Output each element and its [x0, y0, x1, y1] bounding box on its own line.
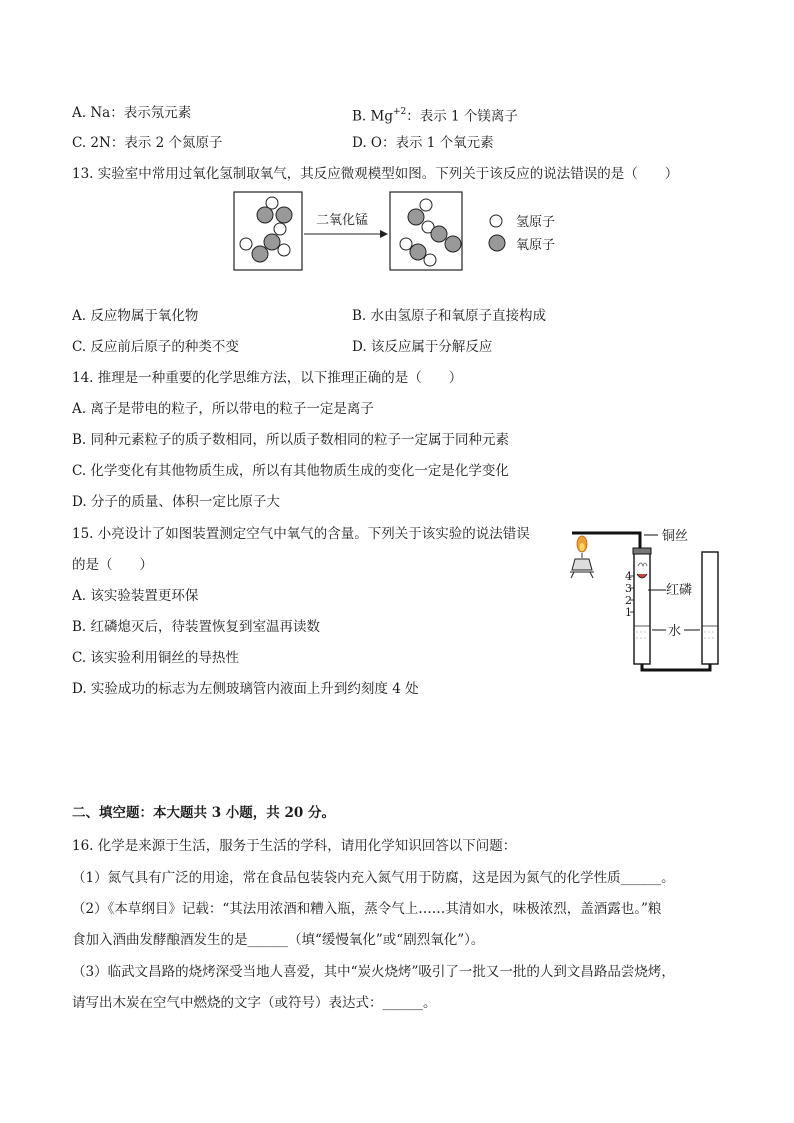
q15-stem-line1: 15. 小亮设计了如图装置测定空气中氧气的含量。下列关于该实验的说法错误	[72, 526, 530, 542]
q13-option-b: B. 水由氢原子和氧原子直接构成	[352, 308, 547, 324]
right-glass-tube	[702, 552, 718, 664]
section2-heading: 二、填空题：本大题共 3 小题，共 20 分。	[72, 805, 335, 821]
arrow-head-icon	[380, 230, 388, 238]
alcohol-lamp-icon	[572, 559, 592, 570]
water-label: 水	[668, 624, 682, 639]
oxygen-atom	[276, 207, 292, 223]
left-glass-tube	[634, 552, 650, 664]
oxygen-atom	[257, 207, 273, 223]
legend-hydrogen-label: 氢原子	[516, 215, 556, 230]
q12-option-b-prefix: B. Mg	[352, 108, 393, 125]
hydrogen-atom	[278, 244, 290, 256]
q14-stem: 14. 推理是一种重要的化学思维方法，以下推理正确的是（ ）	[72, 370, 463, 386]
oxygen-atom	[431, 226, 447, 242]
oxygen-atom	[410, 244, 426, 260]
q14-option-d: D. 分子的质量、体积一定比原子大	[72, 494, 280, 510]
q12-option-d: D. O：表示 1 个氧元素	[352, 135, 494, 151]
q13-option-a: A. 反应物属于氧化物	[72, 308, 199, 324]
red-phosphorus-label: 红磷	[666, 583, 693, 598]
scale-mark-3: 3	[625, 582, 632, 595]
hydrogen-atom	[420, 199, 432, 211]
q15-option-b: B. 红磷熄灭后，待装置恢复到室温再读数	[72, 619, 321, 635]
oxygen-atom	[252, 246, 268, 262]
q16-part3-line1: （3）临武文昌路的烧烤深受当地人喜爱，其中“炭火烧烤”吸引了一批又一批的人到文昌路品尝烧烤，	[72, 964, 675, 980]
scale-mark-4: 4	[625, 570, 632, 583]
hydrogen-atom	[400, 238, 412, 250]
red-phosphorus-icon	[637, 574, 647, 578]
hydrogen-atom	[240, 238, 252, 250]
connecting-tube	[642, 664, 710, 670]
legend-oxygen-icon	[489, 235, 505, 251]
q13-stem: 13. 实验室中常用过氧化氢制取氧气，其反应微观模型如图。下列关于该反应的说法错误的是（ ）	[72, 166, 679, 182]
q12-option-b-suffix: ：表示 1 个镁离子	[406, 108, 518, 125]
hydrogen-atom	[424, 254, 436, 266]
q16-part3-line2: 请写出木炭在空气中燃烧的文字（或符号）表达式：______。	[72, 995, 437, 1011]
copper-wire-label: 铜丝	[662, 529, 689, 544]
q15-option-c: C. 该实验利用铜丝的导热性	[72, 650, 239, 666]
q16-stem: 16. 化学是来源于生活，服务于生活的学科，请用化学知识回答以下问题：	[72, 838, 517, 854]
q15-option-a: A. 该实验装置更环保	[72, 588, 199, 604]
scale-mark-1: 1	[625, 606, 632, 619]
oxygen-atom	[264, 234, 280, 250]
q14-option-a: A. 离子是带电的粒子，所以带电的粒子一定是离子	[72, 401, 374, 417]
legend-oxygen-label: 氧原子	[516, 238, 556, 253]
q12-option-c: C. 2N：表示 2 个氮原子	[72, 135, 223, 151]
q15-apparatus-diagram	[562, 522, 732, 674]
q12-option-b	[352, 103, 518, 127]
q13-option-c: C. 反应前后原子的种类不变	[72, 339, 239, 355]
q15-stem-line2: 的是（ ）	[72, 557, 153, 573]
q16-part1: （1）氮气具有广泛的用途，常在食品包装袋内充入氮气用于防腐，这是因为氮气的化学性质______。	[72, 870, 675, 886]
catalyst-label: 二氧化锰	[316, 213, 369, 228]
q15-option-d: D. 实验成功的标志为左侧玻璃管内液面上升到约刻度 4 处	[72, 681, 419, 697]
q13-reaction-diagram	[230, 188, 570, 274]
flame-core-icon	[580, 543, 585, 551]
scale-mark-2: 2	[625, 594, 632, 607]
q14-option-c: C. 化学变化有其他物质生成，所以有其他物质生成的变化一定是化学变化	[72, 463, 509, 479]
legend-hydrogen-icon	[490, 215, 502, 227]
q13-option-d: D. 该反应属于分解反应	[352, 339, 493, 355]
q16-part2-line1: （2）《本草纲目》记载：“其法用浓酒和糟入瓶，蒸令气上……其清如水，味极浓烈，盖酒露也。”粮	[72, 901, 662, 917]
oxygen-atom	[408, 209, 424, 225]
q12-option-a: A. Na：表示氖元素	[72, 105, 192, 121]
q14-option-b: B. 同种元素粒子的质子数相同，所以质子数相同的粒子一定属于同种元素	[72, 432, 510, 448]
left-tube-stopper	[633, 548, 651, 554]
hydrogen-atom	[274, 223, 286, 235]
q12-option-b-superscript: +2	[392, 107, 407, 117]
oxygen-atom	[445, 236, 461, 252]
q16-part2-line2: 食加入酒曲发酵酿酒发生的是______（填“缓慢氧化”或“剧烈氧化”）。	[72, 932, 485, 948]
